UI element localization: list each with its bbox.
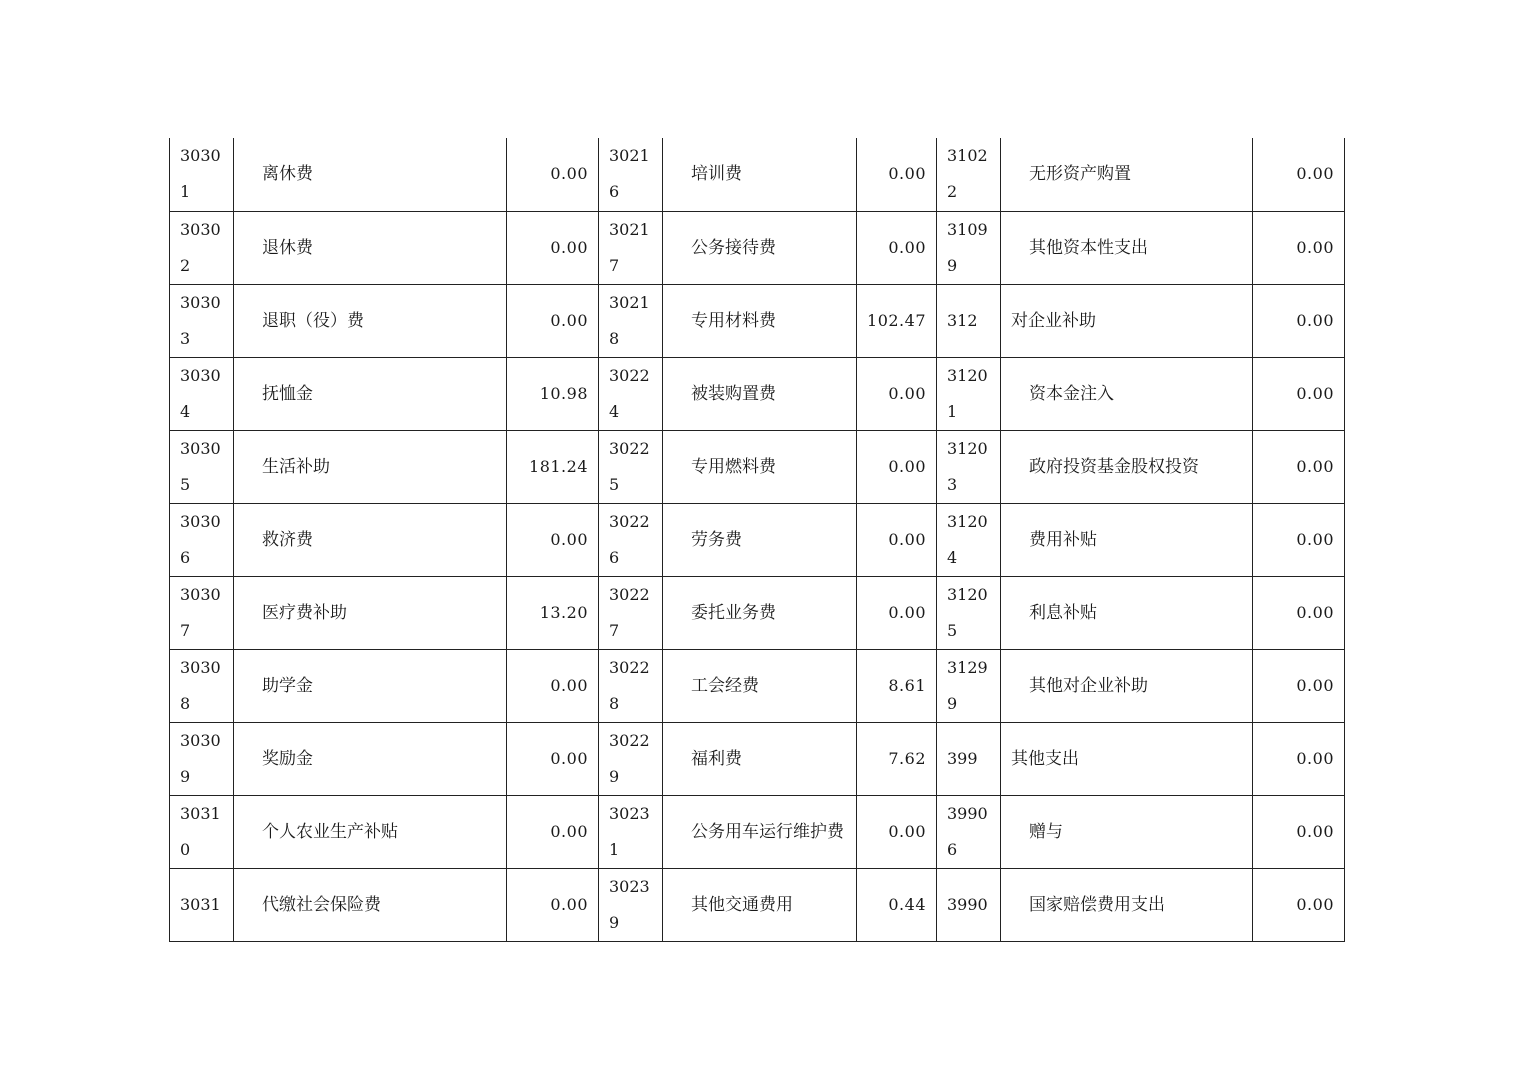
amount-cell: 13.20: [507, 576, 599, 649]
item-name-cell: 退职（役）费: [234, 284, 507, 357]
amount-cell: 0.00: [1253, 722, 1345, 795]
amount-cell: 0.44: [857, 868, 937, 941]
amount-cell: 0.00: [857, 357, 937, 430]
item-name-cell: 助学金: [234, 649, 507, 722]
code-cell: 30304: [170, 357, 234, 430]
item-name-cell: 救济费: [234, 503, 507, 576]
code-cell: 31022: [937, 138, 1001, 211]
code-cell: 30228: [599, 649, 663, 722]
amount-cell: 0.00: [507, 211, 599, 284]
item-name-cell: 专用材料费: [663, 284, 857, 357]
expenditure-table: [169, 138, 1345, 942]
item-name-cell: 国家赔偿费用支出: [1001, 868, 1253, 941]
amount-cell: 0.00: [857, 138, 937, 211]
code-cell: 3990: [937, 868, 1001, 941]
amount-cell: 0.00: [857, 430, 937, 503]
item-name-cell: 劳务费: [663, 503, 857, 576]
amount-cell: 0.00: [1253, 284, 1345, 357]
code-cell: 30218: [599, 284, 663, 357]
code-cell: 30227: [599, 576, 663, 649]
amount-cell: 0.00: [507, 138, 599, 211]
code-cell: 30229: [599, 722, 663, 795]
amount-cell: 0.00: [857, 211, 937, 284]
table-row: [170, 430, 1345, 503]
item-name-cell: 奖励金: [234, 722, 507, 795]
code-cell: 399: [937, 722, 1001, 795]
item-name-cell: 其他支出: [1001, 722, 1253, 795]
table-row: [170, 138, 1345, 211]
amount-cell: 0.00: [1253, 649, 1345, 722]
item-name-cell: 退休费: [234, 211, 507, 284]
amount-cell: 0.00: [1253, 430, 1345, 503]
item-name-cell: 医疗费补助: [234, 576, 507, 649]
amount-cell: 0.00: [507, 649, 599, 722]
item-name-cell: 公务接待费: [663, 211, 857, 284]
amount-cell: 102.47: [857, 284, 937, 357]
amount-cell: 0.00: [1253, 576, 1345, 649]
code-cell: 31201: [937, 357, 1001, 430]
amount-cell: 10.98: [507, 357, 599, 430]
item-name-cell: 工会经费: [663, 649, 857, 722]
amount-cell: 0.00: [857, 576, 937, 649]
code-cell: 30226: [599, 503, 663, 576]
code-cell: 30225: [599, 430, 663, 503]
code-cell: 30239: [599, 868, 663, 941]
table-row: [170, 357, 1345, 430]
amount-cell: 0.00: [1253, 503, 1345, 576]
code-cell: 31204: [937, 503, 1001, 576]
code-cell: 30216: [599, 138, 663, 211]
amount-cell: 181.24: [507, 430, 599, 503]
item-name-cell: 委托业务费: [663, 576, 857, 649]
amount-cell: 0.00: [857, 795, 937, 868]
table-row: [170, 722, 1345, 795]
item-name-cell: 被装购置费: [663, 357, 857, 430]
amount-cell: 0.00: [507, 868, 599, 941]
code-cell: 3031: [170, 868, 234, 941]
code-cell: 312: [937, 284, 1001, 357]
code-cell: 39906: [937, 795, 1001, 868]
code-cell: 30308: [170, 649, 234, 722]
amount-cell: 0.00: [1253, 357, 1345, 430]
amount-cell: 0.00: [1253, 795, 1345, 868]
amount-cell: 8.61: [857, 649, 937, 722]
item-name-cell: 培训费: [663, 138, 857, 211]
table-row: [170, 795, 1345, 868]
table-row: [170, 649, 1345, 722]
table-row: [170, 211, 1345, 284]
code-cell: 31205: [937, 576, 1001, 649]
item-name-cell: 抚恤金: [234, 357, 507, 430]
item-name-cell: 无形资产购置: [1001, 138, 1253, 211]
code-cell: 31203: [937, 430, 1001, 503]
code-cell: 30303: [170, 284, 234, 357]
item-name-cell: 费用补贴: [1001, 503, 1253, 576]
code-cell: 30301: [170, 138, 234, 211]
amount-cell: 0.00: [507, 284, 599, 357]
item-name-cell: 其他资本性支出: [1001, 211, 1253, 284]
amount-cell: 0.00: [507, 795, 599, 868]
amount-cell: 0.00: [507, 722, 599, 795]
item-name-cell: 专用燃料费: [663, 430, 857, 503]
amount-cell: 0.00: [1253, 868, 1345, 941]
code-cell: 30310: [170, 795, 234, 868]
code-cell: 30224: [599, 357, 663, 430]
item-name-cell: 政府投资基金股权投资: [1001, 430, 1253, 503]
item-name-cell: 生活补助: [234, 430, 507, 503]
item-name-cell: 离休费: [234, 138, 507, 211]
code-cell: 30306: [170, 503, 234, 576]
item-name-cell: 资本金注入: [1001, 357, 1253, 430]
item-name-cell: 福利费: [663, 722, 857, 795]
item-name-cell: 利息补贴: [1001, 576, 1253, 649]
amount-cell: 0.00: [1253, 211, 1345, 284]
amount-cell: 0.00: [857, 503, 937, 576]
code-cell: 31299: [937, 649, 1001, 722]
table-row: [170, 576, 1345, 649]
item-name-cell: 个人农业生产补贴: [234, 795, 507, 868]
table-row: [170, 284, 1345, 357]
item-name-cell: 其他对企业补助: [1001, 649, 1253, 722]
code-cell: 30302: [170, 211, 234, 284]
table-row: [170, 868, 1345, 941]
amount-cell: 0.00: [1253, 138, 1345, 211]
item-name-cell: 赠与: [1001, 795, 1253, 868]
item-name-cell: 其他交通费用: [663, 868, 857, 941]
code-cell: 30305: [170, 430, 234, 503]
code-cell: 31099: [937, 211, 1001, 284]
item-name-cell: 对企业补助: [1001, 284, 1253, 357]
item-name-cell: 代缴社会保险费: [234, 868, 507, 941]
item-name-cell: 公务用车运行维护费: [663, 795, 857, 868]
code-cell: 30217: [599, 211, 663, 284]
code-cell: 30309: [170, 722, 234, 795]
code-cell: 30307: [170, 576, 234, 649]
amount-cell: 0.00: [507, 503, 599, 576]
table-row: [170, 503, 1345, 576]
code-cell: 30231: [599, 795, 663, 868]
amount-cell: 7.62: [857, 722, 937, 795]
